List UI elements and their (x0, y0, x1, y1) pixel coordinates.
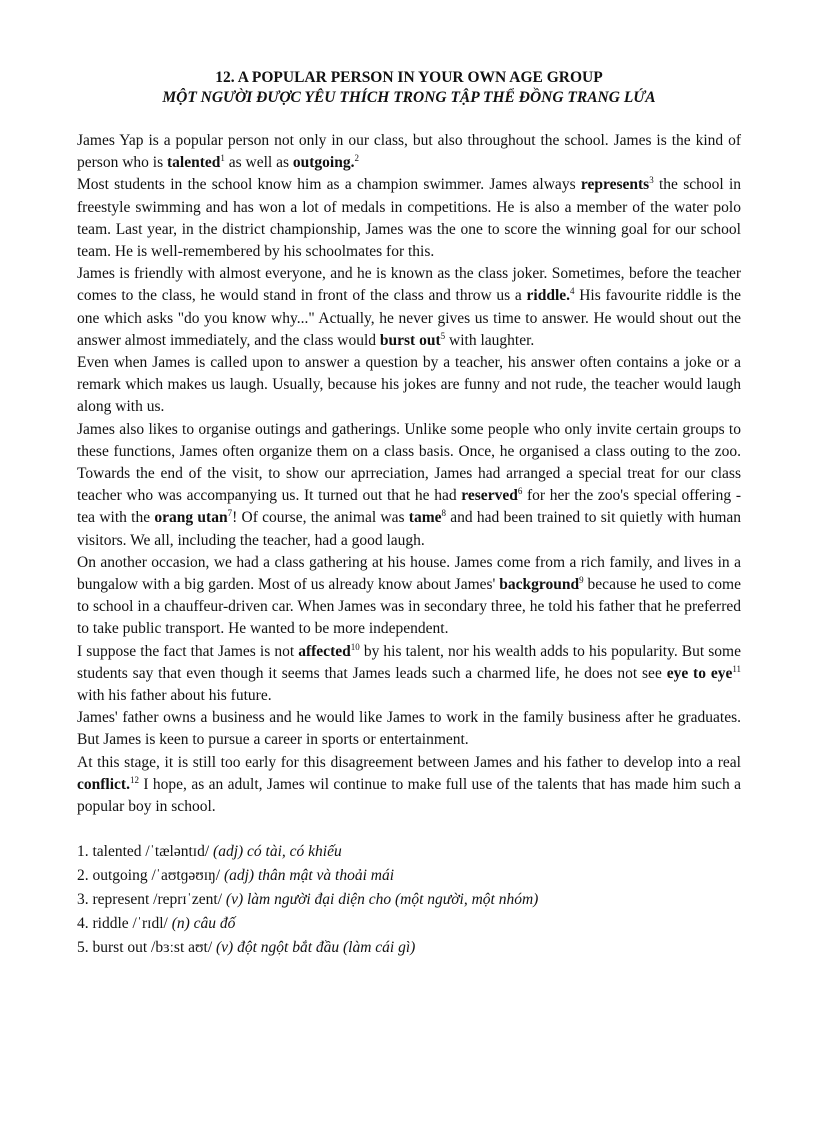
vocab-term: riddle. (526, 287, 571, 305)
paragraph-text: On another occasion, we had a class gathering at his house. James come from a rich family, and lives in a bungalow with a big garden. Most of us already know about James' (77, 553, 741, 594)
paragraph-text: James is friendly with almost everyone, and he is known as the class joker. Sometimes, before the teacher comes to the class, he would stand in front of the class and throw us a (77, 265, 741, 305)
essay-paragraph (77, 352, 741, 419)
vocab-meaning: (adj) thân mật và thoải mái (223, 867, 395, 885)
footnote-ref: 10 (350, 641, 360, 652)
vocab-item (77, 864, 741, 888)
paragraph-text: with his father about his future. (77, 687, 272, 705)
page-title: 12. A POPULAR PERSON IN YOUR OWN AGE GROUP (215, 69, 603, 86)
paragraph-text: ! Of course, the animal was (232, 509, 409, 527)
footnote-ref: 2 (354, 153, 359, 164)
vocab-term: affected (298, 642, 351, 660)
footnote-ref: 8 (441, 508, 446, 519)
vocab-item (77, 888, 741, 912)
essay-body (77, 130, 741, 818)
vocab-meaning: (adj) có tài, có khiếu (213, 843, 342, 861)
paragraph-text: James also likes to organise outings and gatherings. Unlike some people who only invite certain groups to these functions, James often organize them on a class basis. Once, he organised a class outing to the zoo. Towards the end of the visit, to show our aprreciation, James had arranged a special treat for our class teacher who was accompanying us. It turned out that he had (77, 420, 741, 505)
footnote-ref: 3 (649, 175, 654, 186)
footnote-ref: 11 (732, 663, 741, 674)
footnote-ref: 1 (220, 153, 225, 164)
paragraph-text: Most students in the school know him as a champion swimmer. James always (77, 176, 581, 194)
paragraph-text: and had been trained to sit quietly with human visitors. We all, including the teacher, had a good laugh. (77, 509, 742, 549)
paragraph-text: by his talent, nor his wealth adds to his popularity. But some students say that even though it seems that James leads such a charmed life, he does not see (77, 642, 741, 682)
footnote-ref: 6 (517, 486, 523, 497)
paragraph-text: James' father owns a business and he would like James to work in the family business after he graduates. But James is keen to pursue a career in sports or entertainment. (77, 709, 741, 749)
paragraph-text: for her the zoo's special offering - tea with the (77, 487, 742, 527)
vocab-term: eye to eye (666, 664, 733, 682)
vocab-word: 5. burst out /bɜːst aʊt/ (77, 939, 217, 957)
essay-paragraph (77, 419, 741, 552)
essay-paragraph (77, 707, 741, 751)
paragraph-text: I hope, as an adult, James wil continue to make full use of the talents that has made him such a popular boy in school. (77, 775, 741, 816)
vocabulary-list (77, 840, 741, 960)
vocab-term: outgoing. (292, 154, 355, 172)
page-subtitle: MỘT NGƯỜI ĐƯỢC YÊU THÍCH TRONG TẬP THỂ ĐỒNG TRANG LỨA (162, 89, 656, 106)
essay-paragraph (77, 752, 741, 819)
vocab-meaning: (n) câu đố (171, 915, 236, 933)
vocab-term: burst out (379, 331, 441, 349)
essay-paragraph (77, 174, 741, 263)
paragraph-text: His favourite riddle is the one which asks "do you know why..." Actually, he never gives us time to answer. He would shout out the answer almost immediately, and the class would (77, 287, 742, 349)
vocab-term: represents (580, 176, 650, 194)
vocab-item (77, 912, 741, 936)
paragraph-text: the school in freestyle swimming and has won a lot of medals in competitions. He is also a member of the water polo team. Last year, in the district championship, James was the one to score the winning goal for our school team. He is well-remembered by his schoolmates for this. (77, 176, 742, 261)
paragraph-text: I suppose the fact that James is not (77, 642, 299, 660)
essay-paragraph (77, 263, 741, 352)
vocab-term: reserved (461, 487, 518, 505)
vocab-term: tame (408, 509, 442, 527)
essay-paragraph (77, 641, 741, 708)
vocab-word: 4. riddle /ˈrɪdl/ (77, 915, 172, 933)
document-page (77, 68, 741, 960)
paragraph-text: At this stage, it is still too early for this disagreement between James and his father to develop into a real (77, 753, 741, 771)
essay-paragraph (77, 552, 741, 641)
vocab-word: 2. outgoing /ˈaʊtɡəʊɪŋ/ (77, 867, 224, 885)
footnote-ref: 12 (129, 774, 139, 785)
footnote-ref: 4 (570, 286, 575, 297)
vocab-term: conflict. (77, 775, 130, 793)
paragraph-text: with laughter. (445, 331, 535, 349)
vocab-meaning: (v) đột ngột bắt đầu (làm cái gì) (216, 939, 416, 957)
vocab-term: orang utan (154, 509, 228, 527)
paragraph-text: Even when James is called upon to answer a question by a teacher, his answer often contains a joke or a remark which makes us laugh. Usually, because his jokes are funny and not rude, the teacher would laugh along with us. (77, 354, 741, 416)
vocab-meaning: (v) làm người đại diện cho (một người, một nhóm) (225, 891, 539, 909)
vocab-word: 1. talented /ˈtæləntɪd/ (77, 843, 214, 861)
vocab-word: 3. represent /reprɪˈzent/ (77, 891, 226, 909)
vocab-term: background (499, 576, 580, 594)
vocab-item (77, 936, 741, 960)
footnote-ref: 9 (579, 574, 584, 585)
paragraph-text: because he used to come to school in a chauffeur-driven car. When James was in secondary three, he told his father that he preferred to take public transport. He wanted to be more independent. (77, 576, 741, 638)
paragraph-text: as well as (224, 154, 293, 172)
footnote-ref: 7 (227, 508, 233, 519)
vocab-item (77, 840, 741, 864)
vocab-term: talented (166, 154, 221, 172)
essay-paragraph (77, 130, 741, 174)
footnote-ref: 5 (440, 330, 446, 341)
paragraph-text: James Yap is a popular person not only in our class, but also throughout the school. James is the kind of person who is (77, 132, 741, 172)
